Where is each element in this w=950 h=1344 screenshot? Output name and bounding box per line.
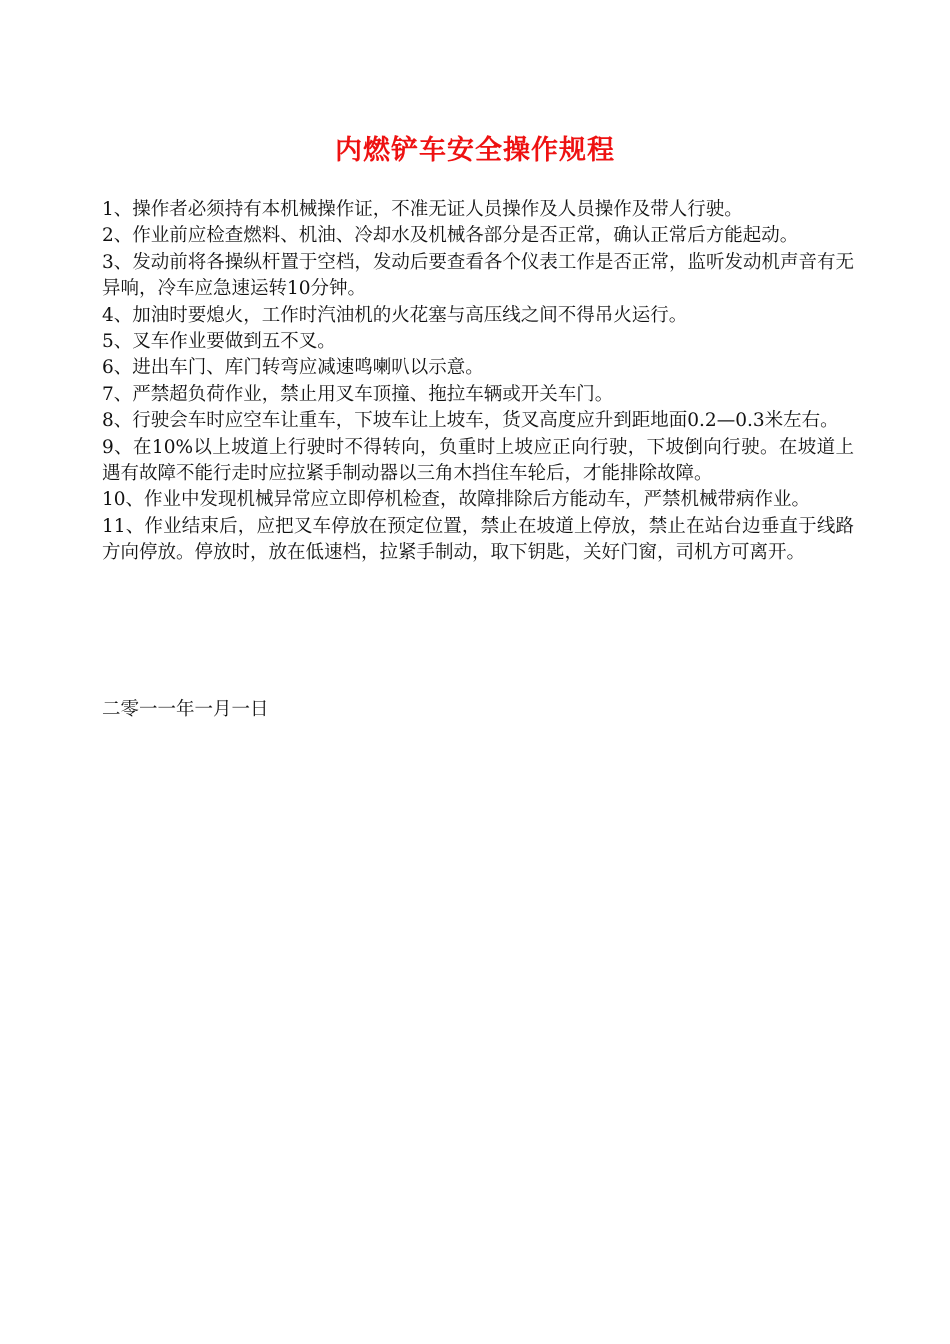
rule-item-4: 4、加油时要熄火，工作时汽油机的火花塞与高压线之间不得吊火运行。 bbox=[102, 304, 688, 326]
document-title: 内燃铲车安全操作规程 bbox=[335, 135, 615, 166]
rule-item-3: 3、发动前将各操纵杆置于空档，发动后要查看各个仪表工作是否正常，监听发动机声音有无异响，冷车应急速运转10分钟。 bbox=[102, 251, 854, 300]
rule-item-2: 2、作业前应检查燃料、机油、冷却水及机械各部分是否正常，确认正常后方能起动。 bbox=[102, 225, 799, 247]
rule-item-5: 5、叉车作业要做到五不叉。 bbox=[102, 331, 336, 353]
rule-item-1: 1、操作者必须持有本机械操作证，不准无证人员操作及人员操作及带人行驶。 bbox=[102, 199, 743, 220]
rule-item-8: 8、行驶会车时应空车让重车，下坡车让上坡车，货叉高度应升到距地面0.2—0.3米左右。 bbox=[102, 410, 839, 432]
rule-item-9: 9、在10%以上坡道上行驶时不得转向，负重时上坡应正向行驶，下坡倒向行驶。在坡道上遇有故障不能行走时应拉紧手制动器以三角木挡住车轮后，才能排除故障。 bbox=[102, 436, 854, 485]
rules-list bbox=[102, 197, 854, 567]
document-date: 二零一一年一月一日 bbox=[102, 699, 269, 720]
rule-item-11: 11、作业结束后，应把叉车停放在预定位置，禁止在坡道上停放，禁止在站台边垂直于线路方向停放。停放时，放在低速档，拉紧手制动，取下钥匙，关好门窗，司机方可离开。 bbox=[102, 515, 854, 564]
rule-item-10: 10、作业中发现机械异常应立即停机检查，故障排除后方能动车，严禁机械带病作业。 bbox=[102, 489, 811, 511]
rule-item-7: 7、严禁超负荷作业，禁止用叉车顶撞、拖拉车辆或开关车门。 bbox=[102, 383, 614, 405]
rule-item-6: 6、进出车门、库门转弯应减速鸣喇叭以示意。 bbox=[102, 357, 484, 379]
